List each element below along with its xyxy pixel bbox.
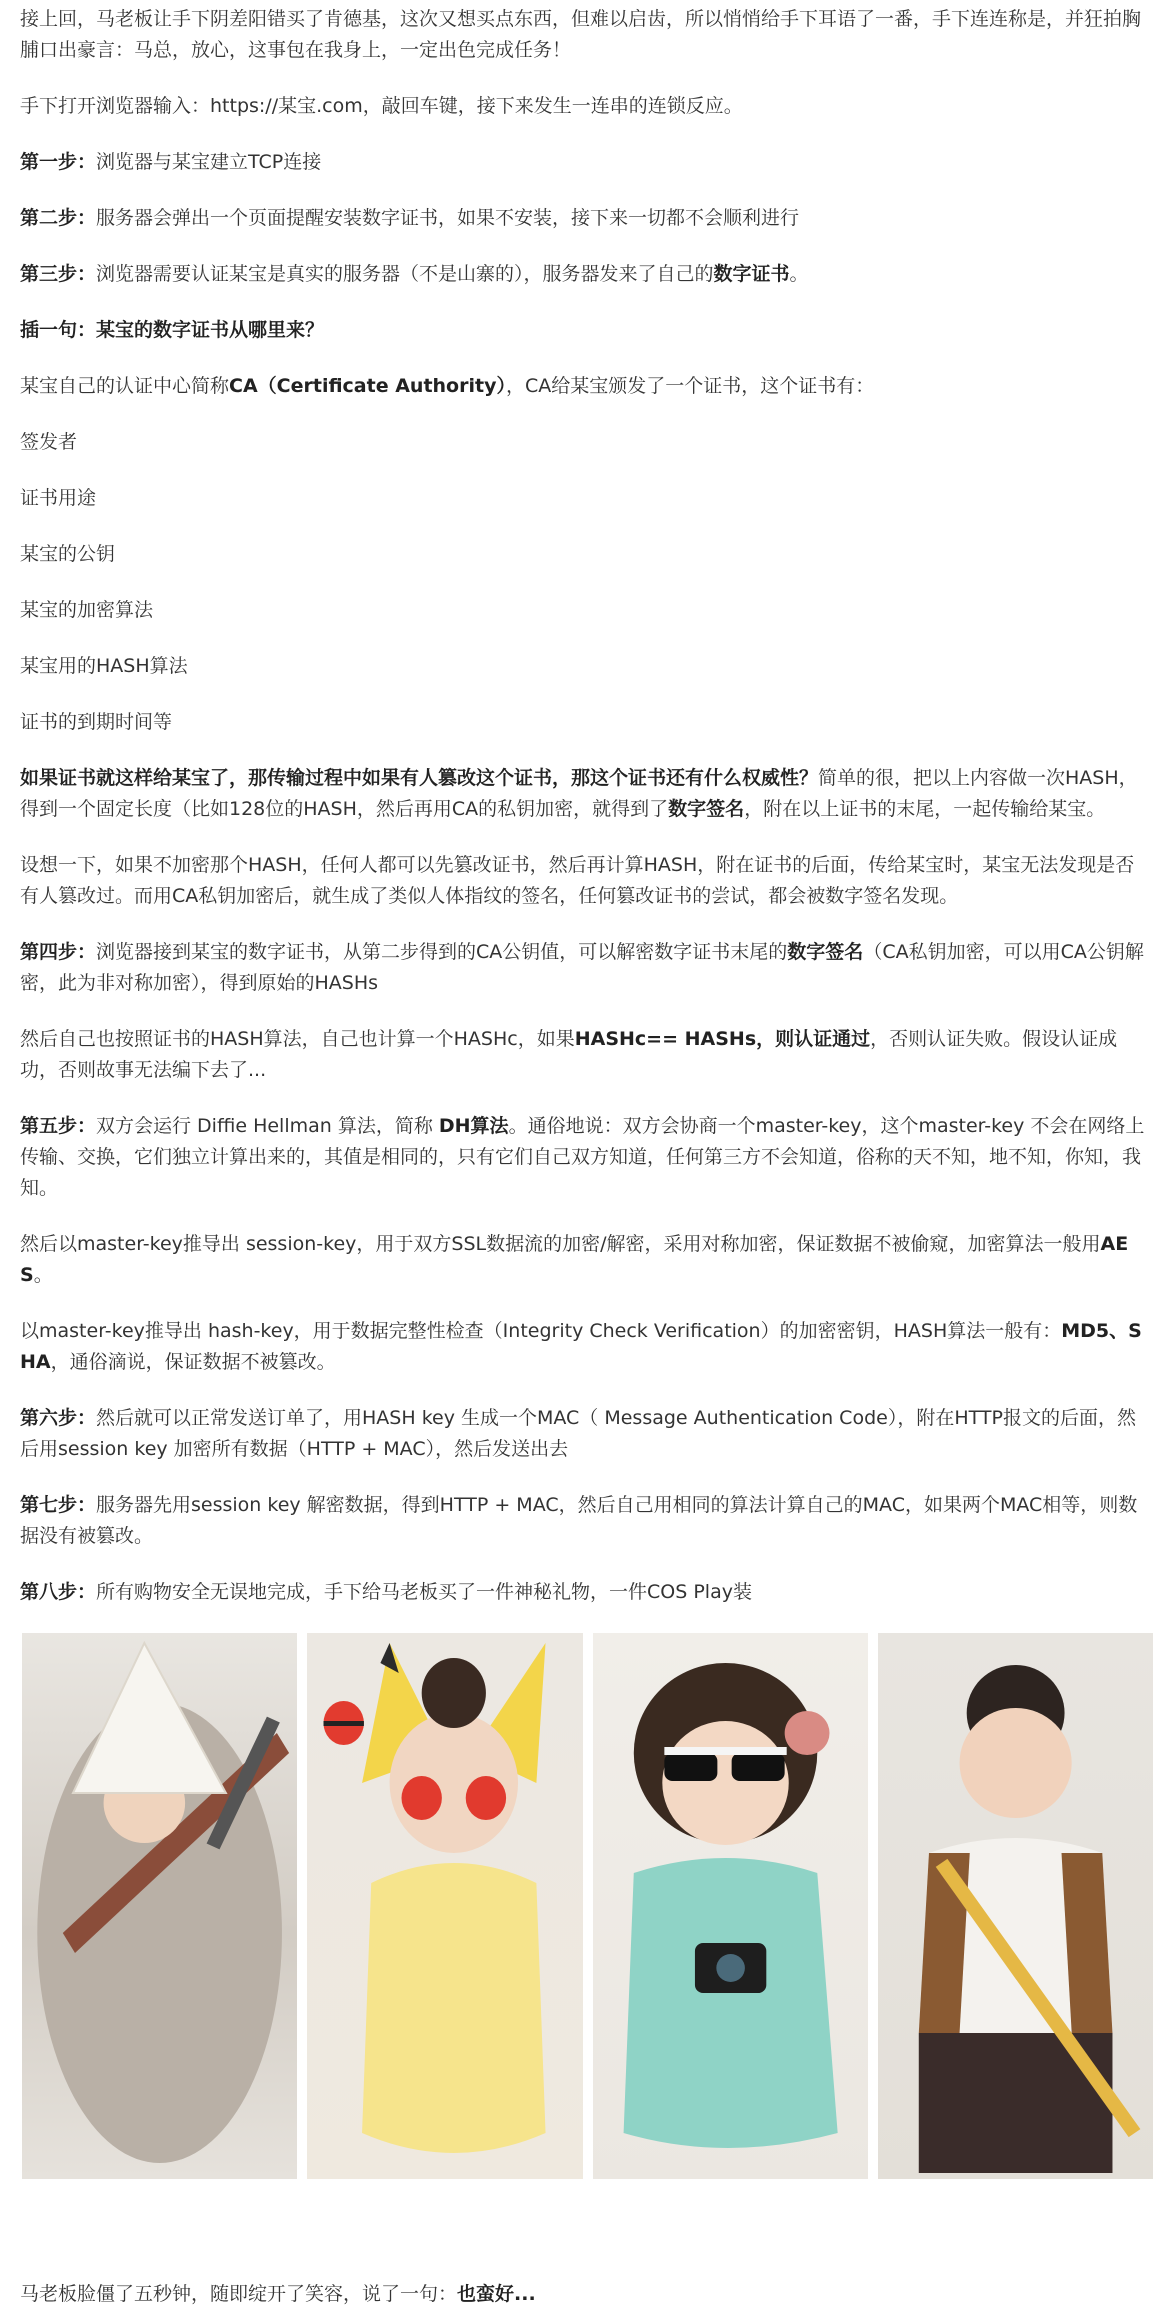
photo-panel-tourist <box>593 1633 868 2179</box>
paragraph-text: 以master-key推导出 hash-key，用于数据完整性检查（Integrity Check Verification）的加密密钥，HASH算法一般有： <box>20 1320 1062 1342</box>
closing-paragraph <box>20 2279 1150 2310</box>
paragraph <box>20 651 1150 682</box>
paragraph-text: 浏览器接到某宝的数字证书，从第二步得到的CA公钥值，可以解密数字证书末尾的 <box>96 941 788 963</box>
paragraph-text: 某宝用的HASH算法 <box>20 655 188 677</box>
paragraph <box>20 937 1150 999</box>
paragraph-text: 双方会运行 Diffie Hellman 算法，简称 <box>96 1115 439 1137</box>
paragraph-strong: DH算法 <box>438 1115 509 1137</box>
paragraph-text: 服务器先用session key 解密数据，得到HTTP + MAC，然后自己用相同的算法计算自己的MAC，如果两个MAC相等，则数据没有被篡改。 <box>20 1494 1138 1547</box>
closing-text: 马老板脸僵了五秒钟，随即绽开了笑容，说了一句： <box>20 2283 458 2305</box>
paragraph <box>20 539 1150 570</box>
paragraph <box>20 1024 1150 1086</box>
paragraph-lead: 如果证书就这样给某宝了，那传输过程中如果有人篡改这个证书，那这个证书还有什么权威性？ <box>20 767 819 789</box>
paragraph-lead: 第六步： <box>20 1407 97 1429</box>
paragraph <box>20 1229 1150 1291</box>
paragraph <box>20 147 1150 178</box>
paragraph-text: 然后以master-key推导出 session-key，用于双方SSL数据流的加密/解密，采用对称加密，保证数据不被偷窥，加密算法一般用 <box>20 1233 1101 1255</box>
paragraph-tail: ，CA给某宝颁发了一个证书，这个证书有： <box>505 375 875 397</box>
paragraph <box>20 1577 1150 1608</box>
paragraph-lead: 第一步： <box>20 151 97 173</box>
paragraph-strong: MD5、SHA <box>20 1320 1142 1373</box>
paragraph-text: 所有购物安全无误地完成，手下给马老板买了一件神秘礼物，一件COS Play装 <box>96 1581 752 1603</box>
closing-emphasis: 也蛮好... <box>457 2283 536 2305</box>
paragraph <box>20 203 1150 234</box>
paragraph-strong: 数字签名 <box>668 798 745 820</box>
paragraph-strong: 数字证书 <box>713 263 790 285</box>
photo-panel-pikachu <box>307 1633 582 2179</box>
paragraph-text: 签发者 <box>20 431 78 453</box>
paragraph-lead: 第八步： <box>20 1581 97 1603</box>
paragraph-text: 某宝自己的认证中心简称 <box>20 375 230 397</box>
paragraph-lead: 第五步： <box>20 1115 97 1137</box>
photo-panel-hermit <box>22 1633 297 2179</box>
paragraph-lead: 第四步： <box>20 941 97 963</box>
paragraph <box>20 1316 1150 1378</box>
paragraph-tail: 。通俗地说：双方会协商一个master-key，这个master-key 不会在网络上传输、交换，它们独立计算出来的，其值是相同的，只有它们自己双方知道，任何第三方不会知道，俗称的天不知，地不知，你知，我知。 <box>20 1115 1145 1199</box>
paragraph <box>20 427 1150 458</box>
paragraph-lead: 第二步： <box>20 207 97 229</box>
paragraph <box>20 483 1150 514</box>
paragraph <box>20 763 1150 825</box>
paragraph-text: 简单的很，把以上内容做一次HASH，得到一个固定长度（比如128位的HASH，然后再用CA的私钥加密，就得到了 <box>20 767 1138 820</box>
paragraph <box>20 707 1150 738</box>
paragraph-strong: 数字签名 <box>787 941 864 963</box>
cosplay-photo <box>22 1633 1153 2179</box>
paragraph <box>20 1403 1150 1465</box>
paragraph <box>20 315 1150 346</box>
paragraph-tail: ，否则认证失败。假设认证成功，否则故事无法编下去了... <box>20 1028 1118 1081</box>
paragraph <box>20 595 1150 626</box>
paragraph-lead: 第三步： <box>20 263 97 285</box>
paragraph-lead: 插一句：某宝的数字证书从哪里来？ <box>20 319 325 341</box>
photo-panel-cowboy <box>878 1633 1153 2179</box>
paragraph <box>20 259 1150 290</box>
paragraph-lead: 第七步： <box>20 1494 97 1516</box>
paragraph-text: 然后自己也按照证书的HASH算法，自己也计算一个HASHc，如果 <box>20 1028 575 1050</box>
paragraph-tail: ，附在以上证书的末尾，一起传输给某宝。 <box>744 798 1106 820</box>
paragraph-text: 某宝的加密算法 <box>20 599 154 621</box>
paragraph-text: 浏览器需要认证某宝是真实的服务器（不是山寨的），服务器发来了自己的 <box>96 263 714 285</box>
paragraph <box>20 1490 1150 1552</box>
paragraph-text: 服务器会弹出一个页面提醒安装数字证书，如果不安装，接下来一切都不会顺利进行 <box>96 207 800 229</box>
paragraph-tail: （CA私钥加密，可以用CA公钥解密，此为非对称加密），得到原始的HASHs <box>20 941 1144 994</box>
paragraph-strong: AES <box>20 1233 1129 1286</box>
paragraph <box>20 91 1150 122</box>
paragraph-list <box>20 4 1150 1608</box>
paragraph-strong: HASHc== HASHs，则认证通过 <box>574 1028 871 1050</box>
paragraph-text: 某宝的公钥 <box>20 543 116 565</box>
paragraph-tail: 。 <box>789 263 809 285</box>
paragraph-text: 然后就可以正常发送订单了，用HASH key 生成一个MAC（ Message Authentication Code），附在HTTP报文的后面，然后用session key 加密所有数据（HTTP + MAC），然后发送出去 <box>20 1407 1136 1460</box>
paragraph-text: 证书的到期时间等 <box>20 711 173 733</box>
paragraph-strong: CA（Certificate Authority） <box>229 375 506 397</box>
paragraph <box>20 4 1150 66</box>
paragraph-text: 浏览器与某宝建立TCP连接 <box>96 151 322 173</box>
paragraph-text: 证书用途 <box>20 487 97 509</box>
paragraph <box>20 371 1150 402</box>
paragraph <box>20 1111 1150 1204</box>
paragraph <box>20 850 1150 912</box>
paragraph-tail: 。 <box>33 1264 53 1286</box>
paragraph-text: 设想一下，如果不加密那个HASH，任何人都可以先篡改证书，然后再计算HASH，附在证书的后面，传给某宝时，某宝无法发现是否有人篡改过。而用CA私钥加密后，就生成了类似人体指纹的签名，任何篡改证书的尝试，都会被数字签名发现。 <box>20 854 1135 907</box>
paragraph-text: 手下打开浏览器输入：https://某宝.com，敲回车键，接下来发生一连串的连锁反应。 <box>20 95 743 117</box>
paragraph-tail: ，通俗滴说，保证数据不被篡改。 <box>50 1351 336 1373</box>
paragraph-text: 接上回，马老板让手下阴差阳错买了肯德基，这次又想买点东西，但难以启齿，所以悄悄给手下耳语了一番，手下连连称是，并狂拍胸脯口出豪言：马总，放心，这事包在我身上，一定出色完成任务！ <box>20 8 1142 61</box>
